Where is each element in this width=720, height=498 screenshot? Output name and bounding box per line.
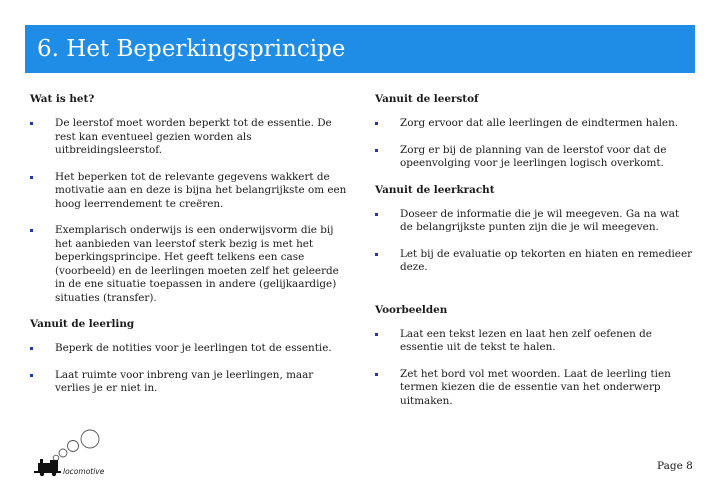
list-item: De leerstof moet worden beperkt tot de essentie. De rest kan eventueel gezien worden als uitbreidingsleerstof. — [30, 117, 350, 158]
bullet-list-vanuit-de-leerling — [30, 342, 350, 396]
list-item: Exemplarisch onderwijs is een onderwijsvorm die bij het aanbieden van leerstof sterk bezig is met het beperkingsprincipe. Het geeft telkens een case (voorbeeld) en de leerlingen moeten zelf het geleerde in de ene situatie toepassen in andere (gelijkaardige) situaties (transfer). — [30, 224, 350, 305]
bullet-icon — [375, 253, 378, 256]
right-column — [375, 93, 695, 421]
bullet-icon — [375, 333, 378, 336]
list-item: Zorg ervoor dat alle leerlingen de eindtermen halen. — [375, 117, 695, 131]
bullet-icon — [375, 149, 378, 152]
bullet-icon — [30, 229, 33, 232]
bullet-list-wat-is-het — [30, 117, 350, 305]
section-heading-voorbeelden: Voorbeelden — [375, 303, 448, 316]
title-banner — [25, 25, 695, 73]
bullet-icon — [30, 176, 33, 179]
logo-text: locomotive — [63, 467, 105, 476]
bullet-icon — [30, 374, 33, 377]
section-heading-vanuit-de-leerstof: Vanuit de leerstof — [375, 93, 479, 105]
section-heading-wat-is-het: Wat is het? — [30, 93, 95, 105]
page-number: Page 8 — [657, 460, 693, 472]
list-item: Het beperken tot de relevante gegevens wakkert de motivatie aan en deze is bijna het belangrijkste om een hoog leerrendement te creëren. — [30, 171, 350, 212]
bullet-list-vanuit-de-leerkracht — [375, 208, 695, 275]
page-title: 6. Het Beperkingsprincipe — [37, 36, 346, 62]
list-item: Beperk de notities voor je leerlingen tot de essentie. — [30, 342, 350, 356]
section-heading-vanuit-de-leerkracht: Vanuit de leerkracht — [375, 183, 495, 196]
list-item: Zet het bord vol met woorden. Laat de leerling tien termen kiezen die de essentie van het onderwerp uitmaken. — [375, 368, 695, 409]
list-item: Doseer de informatie die je wil meegeven. Ga na wat de belangrijkste punten zijn die je wil meegeven. — [375, 208, 695, 235]
bullet-icon — [375, 122, 378, 125]
list-item: Laat ruimte voor inbreng van je leerlingen, maar verlies je er niet in. — [30, 369, 350, 396]
bullet-list-vanuit-de-leerstof — [375, 117, 695, 171]
bullet-icon — [375, 373, 378, 376]
bullet-icon — [375, 213, 378, 216]
bullet-list-voorbeelden — [375, 328, 695, 409]
left-column — [30, 93, 350, 409]
list-item: Zorg er bij de planning van de leerstof voor dat de opeenvolging voor je leerlingen logisch overkomt. — [375, 144, 695, 171]
list-item: Let bij de evaluatie op tekorten en hiaten en remedieer deze. — [375, 248, 695, 275]
section-heading-vanuit-de-leerling: Vanuit de leerling — [30, 318, 135, 330]
bullet-icon — [30, 122, 33, 125]
bullet-icon — [30, 347, 33, 350]
list-item: Laat een tekst lezen en laat hen zelf oefenen de essentie uit de tekst te halen. — [375, 328, 695, 355]
